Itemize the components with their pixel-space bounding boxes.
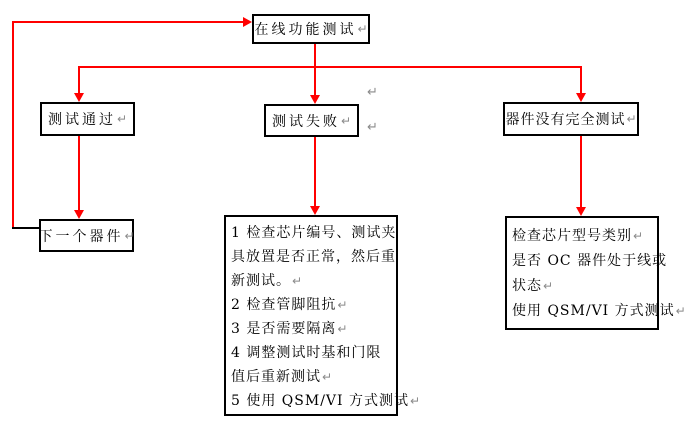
connector-pass-down [78, 136, 80, 211]
arrowhead-into-pass [74, 93, 84, 102]
return-mark-icon: ↵ [543, 279, 554, 293]
return-mark-icon: ↵ [626, 112, 637, 126]
connector-branch-left-drop [78, 66, 80, 94]
node-label: 下一个器件 [38, 228, 124, 245]
node-incomplete-actions [505, 216, 686, 330]
fail-actions-line: 5 使用 QSM/VI 方式测试↵ [231, 393, 421, 409]
connector-feedback-horizontal [12, 21, 244, 23]
fail-actions-line: 2 检查管脚阻抗↵ [231, 297, 348, 313]
arrowhead-into-fail-actions [310, 206, 320, 215]
return-mark-icon: ↵ [410, 394, 421, 408]
arrowhead-into-incomplete [576, 93, 586, 102]
incomplete-actions-line: 使用 QSM/VI 方式测试↵ [512, 303, 686, 319]
return-mark-icon: ↵ [337, 322, 348, 336]
fail-actions-line: 新测试。↵ [231, 273, 303, 289]
connector-branch-horizontal [78, 66, 582, 68]
incomplete-actions-line: 状态↵ [512, 278, 554, 294]
return-mark-icon: ↵ [292, 274, 303, 288]
node-test-pass [40, 102, 135, 136]
connector-feedback-vertical [12, 21, 14, 228]
fail-actions-line: 4 调整测试时基和门限 [231, 345, 382, 361]
node-label: 测试失败 [271, 113, 340, 130]
fail-actions-line: 1 检查芯片编号、测试夹 [231, 225, 397, 241]
return-mark-icon: ↵ [633, 229, 644, 243]
paragraph-mark-icon: ↵ [367, 85, 378, 100]
paragraph-mark-icon: ↵ [367, 120, 378, 135]
connector-start-down [314, 43, 316, 96]
arrowhead-into-incomplete-actions [576, 207, 586, 216]
arrowhead-into-fail [310, 95, 320, 104]
return-mark-icon: ↵ [116, 112, 128, 126]
return-mark-icon: ↵ [675, 304, 686, 318]
node-online-function-test [252, 14, 370, 44]
connector-incomplete-down [580, 136, 582, 208]
node-fail-actions [224, 215, 421, 416]
return-mark-icon: ↵ [340, 113, 352, 128]
connector-branch-right-drop [580, 66, 582, 94]
node-label: 测试通过 [47, 112, 116, 128]
return-mark-icon: ↵ [357, 22, 368, 36]
fail-actions-line: 3 是否需要隔离↵ [231, 321, 348, 337]
return-mark-icon: ↵ [322, 370, 333, 384]
fail-actions-line: 值后重新测试↵ [231, 369, 333, 385]
node-next-device [39, 219, 134, 252]
return-mark-icon: ↵ [337, 298, 348, 312]
node-label: 在线功能测试 [254, 22, 357, 38]
node-label: 器件没有完全测试 [505, 112, 626, 128]
node-device-not-fully-tested [503, 102, 639, 136]
arrowhead-into-start [243, 17, 252, 27]
incomplete-actions-line: 检查芯片型号类别↵ [512, 228, 644, 244]
node-test-fail [264, 104, 359, 137]
arrowhead-into-next-device [74, 210, 84, 219]
connector-fail-down [314, 137, 316, 207]
incomplete-actions-line: 是否 OC 器件处于线或 [512, 253, 668, 269]
return-mark-icon: ↵ [124, 228, 135, 243]
fail-actions-line: 具放置是否正常，然后重 [231, 249, 396, 265]
connector-nextdevice-stub [12, 227, 39, 229]
